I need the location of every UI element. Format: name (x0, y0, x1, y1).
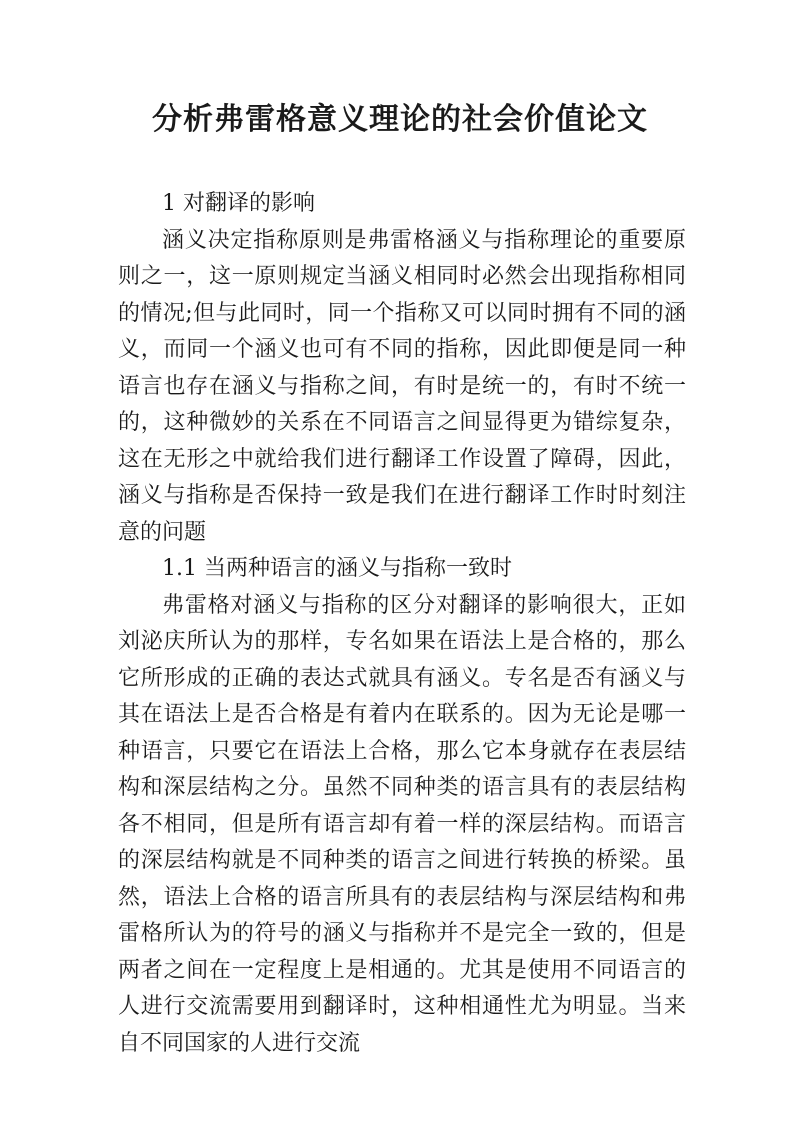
paragraph: 弗雷格对涵义与指称的区分对翻译的影响很大，正如刘泌庆所认为的那样，专名如果在语法上是合格的，那么它所形成的正确的表达式就具有涵义。专名是否有涵义与其在语法上是否合格是有着内在联系的。因为无论是哪一种语言，只要它在语法上合格，那么它本身就存在表层结构和深层结构之分。虽然不同种类的语言具有的表层结构各不相同，但是所有语言却有着一样的深层结构。而语言的深层结构就是不同种类的语言之间进行转换的桥梁。虽然，语法上合格的语言所具有的表层结构与深层结构和弗雷格所认为的符号的涵义与指称并不是完全一致的，但是两者之间在一定程度上是相通的。尤其是使用不同语言的人进行交流需要用到翻译时，这种相通性尤为明显。当来自不同国家的人进行交流 (118, 592, 686, 1056)
section-heading: 1 对翻译的影响 (162, 191, 315, 216)
document-body (118, 186, 686, 1062)
document-title: 分析弗雷格意义理论的社会价值论文 (152, 102, 648, 137)
paragraph: 涵义决定指称原则是弗雷格涵义与指称理论的重要原则之一，这一原则规定当涵义相同时必然会出现指称相同的情况;但与此同时，同一个指称又可以同时拥有不同的涵义，而同一个涵义也可有不同的指称，因此即便是同一种语言也存在涵义与指称之间，有时是统一的，有时不统一的，这种微妙的关系在不同语言之间显得更为错综复杂，这在无形之中就给我们进行翻译工作设置了障碍，因此，涵义与指称是否保持一致是我们在进行翻译工作时时刻注意的问题 (118, 227, 686, 545)
subsection-heading: 1.1 当两种语言的涵义与指称一致时 (162, 556, 512, 581)
